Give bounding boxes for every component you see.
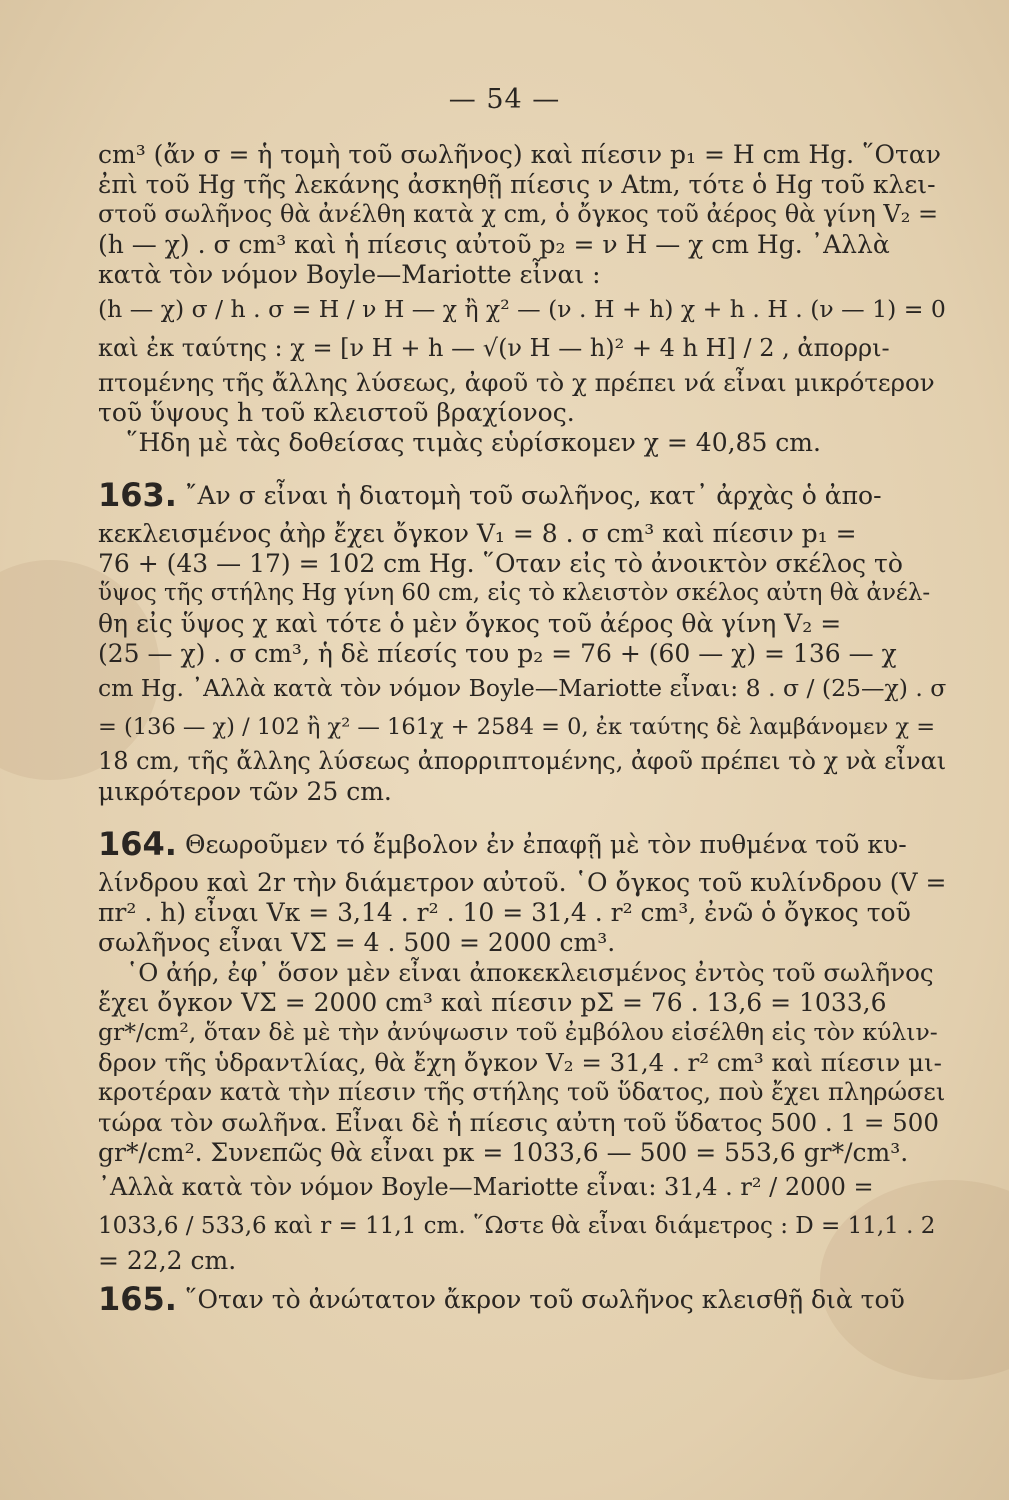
text-line: ῎Αν σ εἶναι ἡ διατομὴ τοῦ σωλῆνος, κατ᾿ ἀρχὰς ὁ ἀπο- bbox=[184, 481, 882, 510]
text-line: (h — χ) . σ cm³ καὶ ἡ πίεσις αὐτοῦ p₂ = ν H — χ cm Hg. ᾿Αλλὰ bbox=[98, 230, 890, 259]
text-line: cm³ (ἄν σ = ἡ τομὴ τοῦ σωλῆνος) καὶ πίεσιν p₁ = H cm Hg. ῞Οταν bbox=[98, 140, 941, 169]
section-165-first-line bbox=[98, 1276, 946, 1322]
page-number: — 54 — bbox=[448, 84, 561, 115]
text-line: = 22,2 cm. bbox=[98, 1246, 237, 1275]
text-line: κεκλεισμένος ἀὴρ ἔχει ὄγκον V₁ = 8 . σ cm³ καὶ πίεσιν p₁ = bbox=[98, 519, 857, 548]
text-line: κατὰ τὸν νόμον Boyle—Mariotte εἶναι : bbox=[98, 260, 601, 289]
page-body bbox=[98, 140, 946, 1323]
text-line: πτομένης τῆς ἄλλης λύσεως, ἀφοῦ τὸ χ πρέπει νά εἶναι μικρότερον bbox=[98, 368, 935, 397]
text-line: μικρότερον τῶν 25 cm. bbox=[98, 777, 392, 806]
section-number: 164. bbox=[98, 825, 177, 863]
text-line: θη εἰς ὕψος χ καὶ τότε ὁ μὲν ὄγκος τοῦ ἀέρος θὰ γίνη V₂ = bbox=[98, 609, 842, 638]
text-line: Θεωροῦμεν τό ἔμβολον ἐν ἐπαφῇ μὲ τὸν πυθμένα τοῦ κυ- bbox=[184, 830, 907, 859]
section-163-first-line bbox=[98, 472, 946, 518]
text-line: ῞Ηδη μὲ τὰς δοθείσας τιμὰς εὑρίσκομεν χ = 40,85 cm. bbox=[126, 428, 821, 457]
text-line: 76 + (43 — 17) = 102 cm Hg. ῞Οταν εἰς τὸ ἀνοικτὸν σκέλος τὸ bbox=[98, 549, 903, 578]
text-line: ῞Οταν τὸ ἀνώτατον ἄκρον τοῦ σωλῆνος κλεισθῇ διὰ τοῦ bbox=[184, 1285, 905, 1314]
text-line: δρον τῆς ὑδραντλίας, θὰ ἔχη ὄγκον V₂ = 31,4 . r² cm³ καὶ πίεσιν μι- bbox=[98, 1048, 942, 1077]
text-line: στοῦ σωλῆνος θὰ ἀνέλθη κατὰ χ cm, ὁ ὄγκος τοῦ ἀέρος θὰ γίνη V₂ = bbox=[98, 200, 939, 228]
text-line: σωλῆνος εἶναι VΣ = 4 . 500 = 2000 cm³. bbox=[98, 928, 616, 957]
equation-line: = (136 — χ) / 102 ἢ χ² — 161χ + 2584 = 0, ἐκ ταύτης δὲ λαμβάνομεν χ = bbox=[98, 714, 936, 740]
text-line: λίνδρου καὶ 2r τὴν διάμετρον αὐτοῦ. ῾Ο ὄγκος τοῦ κυλίνδρου (V = bbox=[98, 868, 947, 897]
text-line: ἔχει ὄγκον VΣ = 2000 cm³ καὶ πίεσιν pΣ = 76 . 13,6 = 1033,6 bbox=[98, 988, 887, 1017]
section-164-first-line bbox=[98, 821, 946, 867]
text-line: (25 — χ) . σ cm³, ἡ δὲ πίεσίς του p₂ = 76 + (60 — χ) = 136 — χ bbox=[98, 639, 897, 668]
text-line: τοῦ ὕψους h τοῦ κλειστοῦ βραχίονος. bbox=[98, 398, 575, 427]
equation-line: καὶ ἐκ ταύτης : χ = [ν H + h — √(ν H — h)² + 4 h H] / 2 , ἀπορρι- bbox=[98, 334, 890, 362]
text-line: κροτέραν κατὰ τὴν πίεσιν τῆς στήλης τοῦ ὕδατος, ποὺ ἔχει πληρώσει bbox=[98, 1078, 946, 1106]
text-line: πr² . h) εἶναι Vκ = 3,14 . r² . 10 = 31,4 . r² cm³, ἐνῶ ὁ ὄγκος τοῦ bbox=[98, 898, 911, 927]
text-line: τώρα τὸν σωλῆνα. Εἶναι δὲ ἡ πίεσις αὐτη τοῦ ὕδατος 500 . 1 = 500 bbox=[98, 1108, 939, 1137]
equation-line: cm Hg. ᾿Αλλὰ κατὰ τὸν νόμον Boyle—Mariotte εἶναι: 8 . σ / (25—χ) . σ bbox=[98, 674, 947, 702]
text-line: gr*/cm², ὅταν δὲ μὲ τὴν ἀνύψωσιν τοῦ ἐμβόλου εἰσέλθη εἰς τὸν κύλιν- bbox=[98, 1018, 938, 1046]
equation-line: (h — χ) σ / h . σ = H / ν H — χ ἢ χ² — (ν . H + h) χ + h . H . (ν — 1) = 0 bbox=[98, 295, 946, 323]
equation-line: ᾿Αλλὰ κατὰ τὸν νόμον Boyle—Mariotte εἶναι: 31,4 . r² / 2000 = bbox=[98, 1173, 874, 1201]
text-line: ὕψος τῆς στήλης Hg γίνη 60 cm, εἰς τὸ κλειστὸν σκέλος αὐτη θὰ ἀνέλ- bbox=[98, 580, 931, 606]
text-line: gr*/cm². Συνεπῶς θὰ εἶναι pκ = 1033,6 — 500 = 553,6 gr*/cm³. bbox=[98, 1138, 909, 1167]
text-line: ἐπὶ τοῦ Hg τῆς λεκάνης ἀσκηθῇ πίεσις ν Atm, τότε ὁ Hg τοῦ κλει- bbox=[98, 170, 936, 199]
text-line: 18 cm, τῆς ἄλλης λύσεως ἀπορριπτομένης, ἀφοῦ πρέπει τὸ χ νὰ εἶναι bbox=[98, 747, 947, 775]
text-line: ῾Ο ἀήρ, ἐφ᾿ ὅσον μὲν εἶναι ἀποκεκλεισμένος ἐντὸς τοῦ σωλῆνος bbox=[126, 958, 934, 987]
section-number: 163. bbox=[98, 476, 177, 514]
section-number: 165. bbox=[98, 1280, 177, 1318]
equation-line: 1033,6 / 533,6 καὶ r = 11,1 cm. ῞Ωστε θὰ εἶναι διάμετρος : D = 11,1 . 2 bbox=[98, 1213, 936, 1239]
